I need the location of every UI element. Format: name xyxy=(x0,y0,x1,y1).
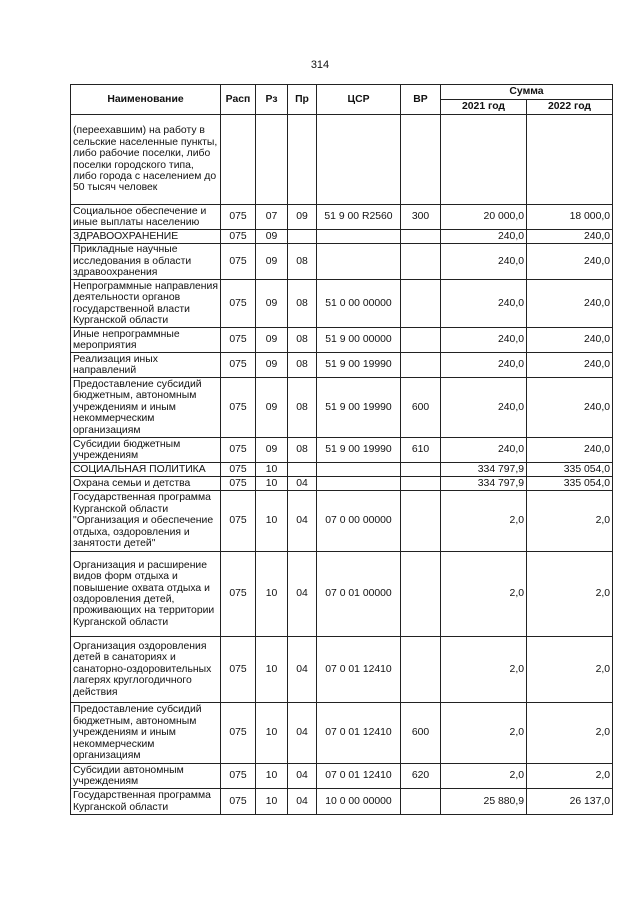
header-rz: Рз xyxy=(256,85,288,115)
cell-rasp: 075 xyxy=(221,552,256,637)
cell-2022: 240,0 xyxy=(527,378,613,438)
table-row xyxy=(71,378,613,438)
cell-rasp xyxy=(221,115,256,205)
cell-2021 xyxy=(441,115,527,205)
cell-2022: 2,0 xyxy=(527,764,613,789)
cell-2022: 240,0 xyxy=(527,328,613,353)
cell-name: Предоставление субсидий бюджетным, автономным учреждениям и иным некоммерческим организациям xyxy=(71,378,221,438)
cell-pr: 04 xyxy=(288,552,317,637)
cell-pr: 04 xyxy=(288,477,317,491)
table-row xyxy=(71,438,613,463)
cell-name: ЗДРАВООХРАНЕНИЕ xyxy=(71,230,221,244)
cell-vr xyxy=(401,552,441,637)
cell-rz xyxy=(256,115,288,205)
table-row xyxy=(71,280,613,328)
cell-pr: 04 xyxy=(288,764,317,789)
cell-vr xyxy=(401,353,441,378)
cell-2021: 20 000,0 xyxy=(441,205,527,230)
table-body xyxy=(71,115,613,815)
cell-pr: 09 xyxy=(288,205,317,230)
table-row xyxy=(71,477,613,491)
table-header xyxy=(71,85,613,115)
cell-2021: 2,0 xyxy=(441,491,527,552)
cell-rasp: 075 xyxy=(221,463,256,477)
cell-rz: 10 xyxy=(256,491,288,552)
cell-rasp: 075 xyxy=(221,637,256,703)
cell-csr: 51 9 00 R2560 xyxy=(317,205,401,230)
cell-vr xyxy=(401,477,441,491)
cell-2022: 240,0 xyxy=(527,353,613,378)
cell-pr: 08 xyxy=(288,378,317,438)
cell-csr xyxy=(317,230,401,244)
cell-2022: 335 054,0 xyxy=(527,477,613,491)
cell-2021: 240,0 xyxy=(441,353,527,378)
header-sum: Сумма xyxy=(441,85,613,100)
cell-csr: 51 0 00 00000 xyxy=(317,280,401,328)
cell-name: Непрограммные направления деятельности органов государственной власти Курганской области xyxy=(71,280,221,328)
cell-csr: 07 0 01 12410 xyxy=(317,703,401,764)
cell-name: Прикладные научные исследования в области здравоохранения xyxy=(71,244,221,280)
cell-rz: 10 xyxy=(256,703,288,764)
cell-name: Государственная программа Курганской области "Организация и обеспечение отдыха, оздоровления и занятости детей" xyxy=(71,491,221,552)
cell-rz: 10 xyxy=(256,463,288,477)
cell-2021: 240,0 xyxy=(441,280,527,328)
cell-vr: 620 xyxy=(401,764,441,789)
cell-pr xyxy=(288,115,317,205)
cell-2021: 240,0 xyxy=(441,378,527,438)
cell-2022 xyxy=(527,115,613,205)
cell-name: (переехавшим) на работу в сельские населенные пункты, либо рабочие поселки, либо поселки городского типа, либо города с населением до 50 тысяч человек xyxy=(71,115,221,205)
cell-2022: 2,0 xyxy=(527,637,613,703)
cell-vr: 300 xyxy=(401,205,441,230)
cell-csr: 51 9 00 19990 xyxy=(317,438,401,463)
cell-rz: 10 xyxy=(256,789,288,815)
cell-2022: 2,0 xyxy=(527,552,613,637)
cell-2021: 334 797,9 xyxy=(441,463,527,477)
cell-vr xyxy=(401,115,441,205)
cell-2021: 2,0 xyxy=(441,552,527,637)
cell-rz: 09 xyxy=(256,378,288,438)
cell-csr xyxy=(317,477,401,491)
cell-rz: 09 xyxy=(256,353,288,378)
cell-csr: 07 0 01 00000 xyxy=(317,552,401,637)
table-row xyxy=(71,244,613,280)
cell-csr: 51 9 00 19990 xyxy=(317,353,401,378)
cell-2022: 335 054,0 xyxy=(527,463,613,477)
cell-vr xyxy=(401,280,441,328)
cell-2022: 240,0 xyxy=(527,438,613,463)
cell-rasp: 075 xyxy=(221,328,256,353)
cell-pr: 08 xyxy=(288,244,317,280)
cell-vr: 610 xyxy=(401,438,441,463)
cell-csr xyxy=(317,244,401,280)
cell-pr xyxy=(288,463,317,477)
budget-table xyxy=(70,84,613,815)
cell-name: Государственная программа Курганской области xyxy=(71,789,221,815)
cell-vr xyxy=(401,789,441,815)
page-number: 314 xyxy=(310,59,330,71)
cell-rz: 09 xyxy=(256,438,288,463)
cell-csr: 10 0 00 00000 xyxy=(317,789,401,815)
cell-rz: 10 xyxy=(256,764,288,789)
cell-rz: 10 xyxy=(256,552,288,637)
cell-rz: 09 xyxy=(256,244,288,280)
cell-name: Организация и расширение видов форм отдыха и повышение охвата отдыха и оздоровления детей, проживающих на территории Курганской области xyxy=(71,552,221,637)
cell-rz: 10 xyxy=(256,477,288,491)
cell-2021: 240,0 xyxy=(441,438,527,463)
table-row xyxy=(71,789,613,815)
cell-rasp: 075 xyxy=(221,789,256,815)
cell-vr xyxy=(401,230,441,244)
table-row xyxy=(71,637,613,703)
cell-csr: 07 0 01 12410 xyxy=(317,764,401,789)
table-row xyxy=(71,491,613,552)
cell-rz: 09 xyxy=(256,280,288,328)
table-row xyxy=(71,205,613,230)
cell-rasp: 075 xyxy=(221,205,256,230)
cell-rasp: 075 xyxy=(221,353,256,378)
cell-csr xyxy=(317,463,401,477)
cell-2021: 2,0 xyxy=(441,703,527,764)
cell-rasp: 075 xyxy=(221,438,256,463)
cell-pr: 08 xyxy=(288,353,317,378)
cell-2022: 18 000,0 xyxy=(527,205,613,230)
cell-vr xyxy=(401,463,441,477)
cell-2021: 240,0 xyxy=(441,244,527,280)
cell-csr: 51 9 00 00000 xyxy=(317,328,401,353)
header-name: Наименование xyxy=(71,85,221,115)
header-year-2021: 2021 год xyxy=(441,100,527,115)
cell-vr xyxy=(401,328,441,353)
cell-2022: 240,0 xyxy=(527,244,613,280)
cell-rasp: 075 xyxy=(221,280,256,328)
cell-2021: 240,0 xyxy=(441,230,527,244)
cell-csr: 07 0 00 00000 xyxy=(317,491,401,552)
table-row xyxy=(71,353,613,378)
header-pr: Пр xyxy=(288,85,317,115)
cell-pr: 04 xyxy=(288,637,317,703)
header-year-2022: 2022 год xyxy=(527,100,613,115)
cell-rz: 09 xyxy=(256,230,288,244)
cell-name: Организация оздоровления детей в санаториях и санаторно-оздоровительных лагерях круглогодичного действия xyxy=(71,637,221,703)
header-csr: ЦСР xyxy=(317,85,401,115)
cell-2022: 240,0 xyxy=(527,230,613,244)
cell-2021: 2,0 xyxy=(441,637,527,703)
cell-pr: 04 xyxy=(288,789,317,815)
cell-rasp: 075 xyxy=(221,703,256,764)
cell-2021: 25 880,9 xyxy=(441,789,527,815)
cell-2022: 26 137,0 xyxy=(527,789,613,815)
cell-2021: 240,0 xyxy=(441,328,527,353)
cell-pr: 04 xyxy=(288,491,317,552)
cell-pr: 08 xyxy=(288,438,317,463)
cell-vr: 600 xyxy=(401,378,441,438)
cell-csr xyxy=(317,115,401,205)
cell-name: Социальное обеспечение и иные выплаты населению xyxy=(71,205,221,230)
cell-vr xyxy=(401,491,441,552)
cell-rasp: 075 xyxy=(221,477,256,491)
table-row xyxy=(71,115,613,205)
cell-2022: 2,0 xyxy=(527,491,613,552)
cell-rz: 07 xyxy=(256,205,288,230)
table-row xyxy=(71,764,613,789)
cell-name: Предоставление субсидий бюджетным, автономным учреждениям и иным некоммерческим организациям xyxy=(71,703,221,764)
cell-name: Реализация иных направлений xyxy=(71,353,221,378)
cell-rasp: 075 xyxy=(221,230,256,244)
cell-name: Иные непрограммные мероприятия xyxy=(71,328,221,353)
cell-name: Субсидии автономным учреждениям xyxy=(71,764,221,789)
cell-2021: 334 797,9 xyxy=(441,477,527,491)
cell-rasp: 075 xyxy=(221,764,256,789)
cell-rasp: 075 xyxy=(221,244,256,280)
cell-csr: 51 9 00 19990 xyxy=(317,378,401,438)
cell-2022: 240,0 xyxy=(527,280,613,328)
cell-rasp: 075 xyxy=(221,378,256,438)
cell-2021: 2,0 xyxy=(441,764,527,789)
cell-name: Субсидии бюджетным учреждениям xyxy=(71,438,221,463)
cell-csr: 07 0 01 12410 xyxy=(317,637,401,703)
cell-vr xyxy=(401,637,441,703)
cell-vr: 600 xyxy=(401,703,441,764)
cell-rasp: 075 xyxy=(221,491,256,552)
header-vr: ВР xyxy=(401,85,441,115)
table-row xyxy=(71,230,613,244)
cell-pr xyxy=(288,230,317,244)
cell-rz: 09 xyxy=(256,328,288,353)
table-row xyxy=(71,552,613,637)
cell-name: Охрана семьи и детства xyxy=(71,477,221,491)
cell-rz: 10 xyxy=(256,637,288,703)
table-row xyxy=(71,463,613,477)
header-rasp: Расп xyxy=(221,85,256,115)
cell-pr: 08 xyxy=(288,280,317,328)
table-row xyxy=(71,328,613,353)
cell-pr: 08 xyxy=(288,328,317,353)
cell-vr xyxy=(401,244,441,280)
cell-name: СОЦИАЛЬНАЯ ПОЛИТИКА xyxy=(71,463,221,477)
table-row xyxy=(71,703,613,764)
cell-2022: 2,0 xyxy=(527,703,613,764)
cell-pr: 04 xyxy=(288,703,317,764)
